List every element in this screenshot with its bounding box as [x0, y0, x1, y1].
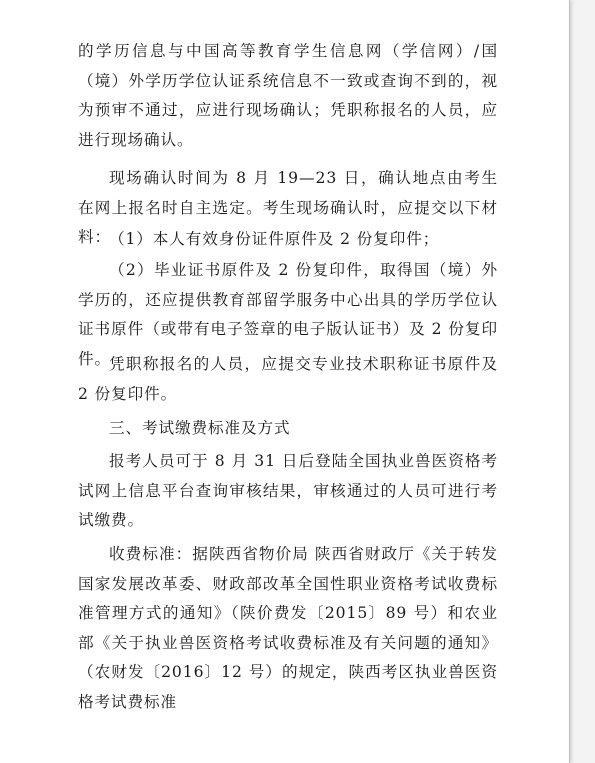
paragraph-item-2: （2）毕业证书原件及 2 份复印件，取得国（境）外学历的，还应提供教育部留学服务中心出具的学历学位认证书原件（或带有电子签章的电子版认证书）及 2 份复印件。: [78, 261, 498, 368]
paragraph-title-holders: 凭职称报名的人员，应提交专业技术职称证书原件及 2 份复印件。: [78, 355, 498, 403]
paragraph-prequalification: 的学历信息与中国高等教育学生信息网（学信网）/国（境）外学历学位认证系统信息不一致或查询不到的，视为预审不通过，应进行现场确认；凭职称报名的人员，应进行现场确认。: [78, 42, 498, 149]
section-heading-fees: 三、考试缴费标准及方式: [109, 419, 291, 437]
paragraph-onsite-confirmation: 现场确认时间为 8 月 19—23 日，确认地点由考生在网上报名时自主选定。考生现场确认时，应提交以下材料：: [78, 169, 498, 247]
paragraph-fee-standard: 收费标准：据陕西省物价局 陕西省财政厅《关于转发国家发展改革委、财政部改革全国性职业资格考试收费标准管理方式的通知》（陕价费发〔2015〕89 号）和农业部《关于执业兽医资格考试收费标准及有关问题的通知》（农财发〔2016〕12 号）的规定，陕西考区执业兽医资格考试费标准: [78, 545, 498, 711]
paragraph-review-results: 报考人员可于 8 月 31 日后登陆全国执业兽医资格考试网上信息平台查询审核结果，审核通过的人员可进行考试缴费。: [78, 452, 498, 530]
paragraph-item-1: （1）本人有效身份证件原件及 2 份复印件；: [109, 230, 440, 248]
